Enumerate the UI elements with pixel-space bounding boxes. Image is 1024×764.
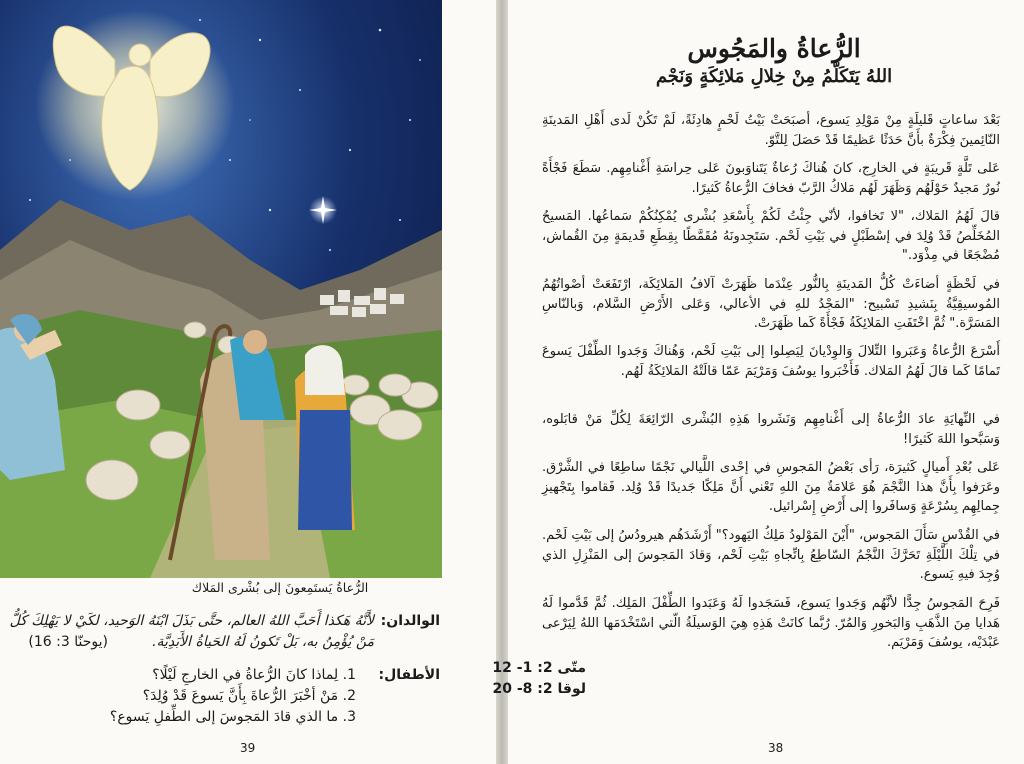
story-paragraph-3: قالَ لَهُمُ المَلاك، "لا تَخافوا، لأنّي جِئْتُ لَكُمْ بِأَسْعَدِ بُشْرى يُمْكِنُكُمْ سَماعُها. المَسيحُ المُخَلِّصُ قَدْ وُلِدَ في إسْطَبْلٍ في بَيْتِ لَحْم. سَتَجِدونَهُ مُقَمَّطًا بِقِطَعِ قَديمَةٍ مِنَ القُماش، مُضْجَعًا في مِذْوَد." xyxy=(542,209,1000,264)
right-page xyxy=(492,0,1024,764)
children-question-1: 1. لِماذا كانَ الرُّعاةُ في الخارجِ لَيْلًا؟ xyxy=(152,667,356,683)
parents-verse-line-1: لأَنَّهُ هَكذا أَحَبَّ اللهُ العالم، حتَّى بَذَلَ ابْنَهُ الوَحيد، لكَيْ لا يَهْلِكَ كُلُّ xyxy=(9,613,374,629)
story-paragraph-5: أَسْرَعَ الرُّعاةُ وَعَبَروا التِّلالَ وَالوِدْيانَ لِيَصِلوا إلى بَيْتِ لَحْم، وَهُناكَ وَجَدوا الطِّفْلَ يَسوعَ تَمامًا كَما قالَ لَهُمُ المَلاك. فَأَخْبَروا يوسُفَ وَمَرْيَمَ عَمّا قالَتْهُ المَلائِكَةُ لَهُم. xyxy=(542,344,1000,379)
story-paragraph-4: في لَحْظَةٍ أضاءَتْ كُلُّ المَدينَةِ بِالنُّور عِنْدَما ظَهَرَتْ آلافُ المَلائِكَة، ارْتَفَعَتْ أصْواتُهُمُ المُوسيقِيَّةُ بِنَشيدِ تَسْبيح: "المَجْدُ للهِ في الأعالي، وَعَلى الأَرْضِ السَّلام، وَبالنّاسِ المَسَرَّة." ثُمَّ اخْتَفَتِ المَلائِكَةُ فَجْأَةً كَما ظَهَرَتْ. xyxy=(542,277,1000,332)
children-question-3: 3. ما الذي قادَ المَجوسَ إلى الطِّفلِ يَسوع؟ xyxy=(109,709,356,725)
parents-label: الوالدان: xyxy=(380,613,440,629)
page-number-right: 38 xyxy=(768,741,784,755)
story-paragraph-2: عَلى تَلَّةٍ قَريبَةٍ في الخارِج، كانَ هُناكَ رُعاةٌ يَتَناوَبونَ عَلى حِراسَةِ أَغْنامِهِم. سَطَعَ فَجْأَةً نُورٌ مَجيدٌ حَوْلَهُم وَظَهَرَ لَهُم مَلاكُ الرَّبّ فخافَ الرُّعاةُ كَثيرًا. xyxy=(542,161,1000,196)
left-page xyxy=(0,0,496,764)
page-title: الرُّعاةُ والمَجُوس xyxy=(687,34,861,63)
story-paragraph-1: بَعْدَ ساعاتٍ قَليلَةٍ مِنْ مَوْلِدِ يَسوع، أصبَحَتْ بَيْتُ لَحْمٍ هادِئَةً، لَمْ تَكُنْ لَدى أَهْلِ المَدينَةِ النّائِمينَ فِكْرَةٌ بأَنَّ حَدَثًا عَظيمًا قَدْ حَصَلَ لِلتَّوّ. xyxy=(542,113,1000,148)
page-subtitle: اللهُ يَتَكَلَّمُ مِنْ خِلالِ مَلائِكَةٍ وَنَجْم xyxy=(655,66,893,87)
book-gutter xyxy=(496,0,508,764)
scripture-reference-luke: لوقا 2: 8- 20 xyxy=(492,681,586,697)
page-number-left: 39 xyxy=(240,741,256,755)
parents-verse-reference: (يوحنّا 3: 16) xyxy=(28,634,108,650)
parents-verse-line-2: مَنْ يُؤْمِنُ به، بَلْ تَكونُ لَهُ الحَياةُ الأَبَدِيَّة. xyxy=(152,634,374,650)
story-paragraph-8: في القُدْسِ سَأَلَ المَجوس، "أَيْنَ المَوْلودُ مَلِكُ اليَهود؟" أَرْشَدَهُم هيرودُسُ إلى بَيْتِ لَحْم. في تِلْكَ اللَّيْلَةِ تَحَرَّكَ النَّجْمُ السّاطِعُ بِاتِّجاهِ بَيْتِ لَحْم، وَقادَ المَجوسَ إلى المَنْزِلِ الذي وُجِدَ فيهِ يَسوع. xyxy=(542,528,1000,583)
nativity-illustration xyxy=(0,0,442,578)
shepherds-angel-picture xyxy=(0,0,442,578)
story-paragraph-6: في النِّهايَةِ عادَ الرُّعاةُ إلى أَغْنامِهِم وَنَشَروا هَذِهِ البُشْرى الرّائِعَةَ لِكُلِّ مَنْ قابَلوه، وَسَبَّحوا اللهَ كَثيرًا! xyxy=(542,412,1000,447)
story-paragraph-7: عَلى بُعْدِ أَميالٍ كَثيرَة، رَأى بَعْضُ المَجوسِ في إحْدى اللَّيالي نَجْمًا ساطِعًا في الشَّرْق. وعَرَفوا بِأَنَّ هذا النَّجْمَ هُوَ عَلامَةٌ مِنَ اللهِ تَعْني أَنَّ مَلِكًا جَديدًا قَدْ وُلِد. فَقاموا بِتَجْهيزِ جِمالِهِم بِسُرْعَةٍ وَسافَروا إلى أَرْضِ إِسْرائيل. xyxy=(542,460,1000,515)
children-question-2: 2. مَنْ أخْبَرَ الرُّعاةَ بِأَنَّ يَسوعَ قَدْ وُلِدَ؟ xyxy=(142,688,356,704)
story-paragraph-9: فَرِحَ المَجوسُ جِدًّا لأنَّهُم وَجَدوا يَسوع، فَسَجَدوا لَهُ وَعَبَدوا الطِّفْلَ المَلِك. ثُمَّ قَدَّموا لَهُ هَدايا مِنَ الذَّهَبِ وَالبَخورِ وَالمُرّ. رُبَّما كانَتْ هَذِهِ هِيَ الوَسيلَةُ الّتي اسْتَخْدَمَها اللهُ لِيَرْعى عَبْدَيْه، يوسُفَ وَمَرْيَم. xyxy=(542,596,1000,651)
illustration-caption: الرُّعاةُ يَستَمِعونَ إلى بُشْرى المَلاك xyxy=(191,580,369,595)
scripture-reference-matthew: متّى 2: 1- 12 xyxy=(492,660,586,676)
children-label: الأطفال: xyxy=(378,667,440,683)
